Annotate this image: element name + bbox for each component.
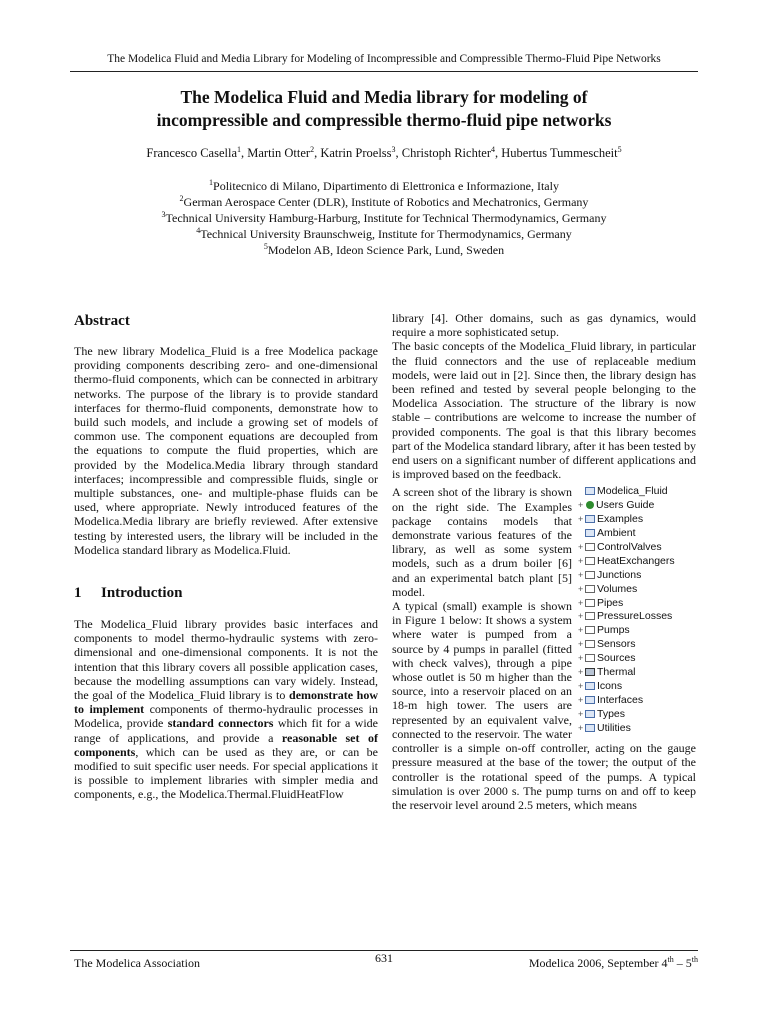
package-icon bbox=[585, 571, 595, 579]
thermal-icon bbox=[585, 668, 595, 676]
emphasis: reasonable set of components bbox=[74, 730, 378, 759]
body-paragraph: The basic concepts of the Modelica_Fluid library, in particular the fluid connectors and the use of replaceable medium models, were laid out in [2]. Since then, the library design has been refined and tested by several people belonging to the Modelica Association. The structure of the library is now stable – contributions are welcome to increase the number of provided components. The goal is that this library becomes part of the Modelica standard library, after it has been tested by end users on a significant number of different applications and is improved based on the feedback. bbox=[392, 339, 696, 482]
tree-item[interactable]: + Users Guide bbox=[578, 499, 655, 512]
tree-item[interactable]: + Examples bbox=[578, 513, 644, 526]
author: Francesco Casella$^1$, bbox=[146, 144, 248, 160]
author-list bbox=[60, 145, 708, 161]
package-icon bbox=[585, 612, 595, 620]
tree-item[interactable]: + Interfaces bbox=[578, 693, 644, 706]
author: Christoph Richter$^4$, bbox=[401, 144, 502, 160]
title-line-2: incompressible and compressible thermo-fluid pipe networks bbox=[156, 110, 612, 130]
body-paragraph: A typical (small) example is shown in Figure 1 below: It shows a system where water is pumped from a source by 4 pumps in parallel (fitted with check valves), through a pipe whose outlet is 50 m higher than the source, into a reservoir placed on an 18-m high tower. The users are represented by an equivalent valve, connected to the reservoir. The water controller is a simple on-off controller, acting on the gauge pressure measured at the base of the tower; the output of the controller is the rotational speed of the pumps. A typical simulation is over 2000 s. The pump turns on and off to keep the reservoir level around 2.5 meters, which means bbox=[392, 599, 696, 812]
title-line-1: The Modelica Fluid and Media library for modeling of bbox=[180, 87, 588, 107]
folder-icon bbox=[585, 529, 595, 537]
page-number: 631 bbox=[375, 951, 393, 965]
body-paragraph: library [4]. Other domains, such as gas dynamics, would require a more sophisticated setup. bbox=[392, 311, 696, 340]
tree-item[interactable]: + Junctions bbox=[578, 568, 642, 581]
right-column bbox=[392, 311, 696, 812]
affiliation: $^2$German Aerospace Center (DLR), Institute of Robotics and Mechatronics, Germany bbox=[179, 194, 589, 209]
folder-icon bbox=[585, 724, 595, 732]
folder-icon bbox=[585, 515, 595, 523]
header-rule bbox=[70, 71, 698, 72]
tree-item[interactable]: Ambient bbox=[578, 527, 696, 541]
affiliation: $^1$Politecnico di Milano, Dipartimento di Elettronica e Informazione, Italy bbox=[209, 178, 559, 193]
section-number: 1 bbox=[74, 585, 82, 602]
tree-item[interactable]: + Sources bbox=[578, 652, 636, 665]
tree-item[interactable]: + Pipes bbox=[578, 596, 624, 609]
expander[interactable]: + bbox=[578, 680, 584, 691]
tree-item[interactable]: + Volumes bbox=[578, 582, 638, 595]
folder-icon bbox=[585, 487, 595, 495]
left-column bbox=[74, 311, 378, 802]
expander[interactable]: + bbox=[578, 542, 584, 552]
expander[interactable]: + bbox=[578, 514, 584, 525]
tree-item[interactable]: + HeatExchangers bbox=[578, 554, 675, 567]
package-icon bbox=[585, 626, 595, 634]
package-icon bbox=[585, 654, 595, 662]
folder-icon bbox=[585, 682, 595, 690]
tree-item[interactable]: Modelica_Fluid bbox=[578, 485, 696, 499]
tree-item[interactable]: + Icons bbox=[578, 679, 623, 692]
expander[interactable]: + bbox=[578, 694, 584, 705]
folder-icon bbox=[585, 710, 595, 718]
tree-item[interactable]: + Types bbox=[578, 707, 626, 720]
figure-wrap-area bbox=[392, 485, 696, 812]
info-icon bbox=[586, 501, 594, 509]
folder-icon bbox=[585, 696, 595, 704]
abstract-text: The new library Modelica_Fluid is a free Modelica package providing components describing zero- and one-dimensional thermo-fluid components, which can be connected in arbitrary networks. The purpose of the library is to provide standard interfaces for thermo-fluid components, demonstrate how to build such models, and include a growing set of models of common use. The component equations are decoupled from the equations to compute the fluid properties, which are provided by the Modelica.Media library through standard interfaces; incompressible and compressible fluids, single or multiple substances, one- and multiple-phase fluids can be used, where appropriate. Newly introduced features of the Modelica.Media library are briefly reviewed. After extensive testing by interested users, the library will be included in the Modelica standard library as Modelica.Fluid. bbox=[74, 344, 378, 557]
expander[interactable]: + bbox=[578, 583, 584, 594]
package-icon bbox=[585, 585, 595, 593]
author: Martin Otter$^2$, bbox=[247, 144, 321, 160]
introduction-heading bbox=[74, 583, 378, 603]
abstract-heading: Abstract bbox=[74, 313, 130, 329]
package-icon bbox=[585, 543, 595, 551]
emphasis: demonstrate how to implement bbox=[74, 688, 378, 717]
expander[interactable]: + bbox=[578, 569, 584, 580]
expander[interactable]: + bbox=[578, 500, 584, 511]
affiliation: $^4$Technical University Braunschweig, Institute for Thermodynamics, Germany bbox=[196, 226, 572, 241]
library-tree-figure bbox=[578, 485, 696, 735]
author: Hubertus Tummescheit$^5$ bbox=[501, 144, 622, 160]
tree-item[interactable]: + Thermal bbox=[578, 666, 636, 679]
introduction-paragraph: The Modelica_Fluid library provides basic interfaces and components to model thermo-hydraulic systems with zero-dimensional and one-dimensional components. It is not the intention that this library covers all possible application cases, because the modelling assumptions can vary widely. Instead, the goal of the Modelica_Fluid library is to demonstrate how to implement components of thermo-hydraulic processes in Modelica, provide standard connectors which fit for a wide range of applications, and provide a reasonable set of components, which can be used as they are, or can be modified to suit specific user needs. For special applications it is possible to implement libraries with simpler media and components, e.g., the Modelica.Thermal.FluidHeatFlow bbox=[74, 617, 378, 802]
expander[interactable]: + bbox=[578, 708, 584, 719]
footer-left: The Modelica Association bbox=[74, 956, 200, 970]
tree-item[interactable]: + Pumps bbox=[578, 624, 630, 637]
package-icon bbox=[585, 640, 595, 648]
author: Katrin Proelss$^3$, bbox=[320, 144, 402, 160]
expander[interactable]: + bbox=[578, 667, 584, 678]
expander[interactable]: + bbox=[578, 653, 584, 664]
body-paragraph: A screen shot of the library is shown on the right side. The Examples package contains models that demonstrate various features of the library, as well as some system models, such as a drum boiler [6] and an experimental batch plant [5] model. bbox=[392, 485, 572, 599]
tree-item[interactable]: + ControlValves bbox=[578, 541, 662, 553]
expander[interactable]: + bbox=[578, 639, 584, 650]
expander[interactable]: + bbox=[578, 597, 584, 608]
affiliation: $^3$Technical University Hamburg-Harburg, Institute for Technical Thermodynamics, Germany bbox=[161, 210, 607, 225]
running-header: The Modelica Fluid and Media Library for Modeling of Incompressible and Compressible Thermo-Fluid Pipe Networks bbox=[107, 53, 661, 65]
footer-right: Modelica 2006, September 4th – 5th bbox=[528, 955, 698, 970]
package-icon bbox=[585, 557, 595, 565]
tree-item[interactable]: + Sensors bbox=[578, 638, 636, 651]
tree-item[interactable]: + Utilities bbox=[578, 721, 631, 734]
section-title: Introduction bbox=[101, 585, 183, 602]
expander[interactable]: + bbox=[578, 611, 584, 622]
affiliation-list bbox=[60, 178, 708, 258]
emphasis: standard connectors bbox=[167, 716, 274, 731]
expander[interactable]: + bbox=[578, 555, 584, 566]
paper-title bbox=[60, 86, 708, 132]
affiliation: $^5$Modelon AB, Ideon Science Park, Lund, Sweden bbox=[263, 242, 505, 257]
expander[interactable]: + bbox=[578, 722, 584, 733]
package-icon bbox=[585, 599, 595, 607]
tree-item[interactable]: + PressureLosses bbox=[578, 610, 673, 623]
expander[interactable]: + bbox=[578, 625, 584, 636]
